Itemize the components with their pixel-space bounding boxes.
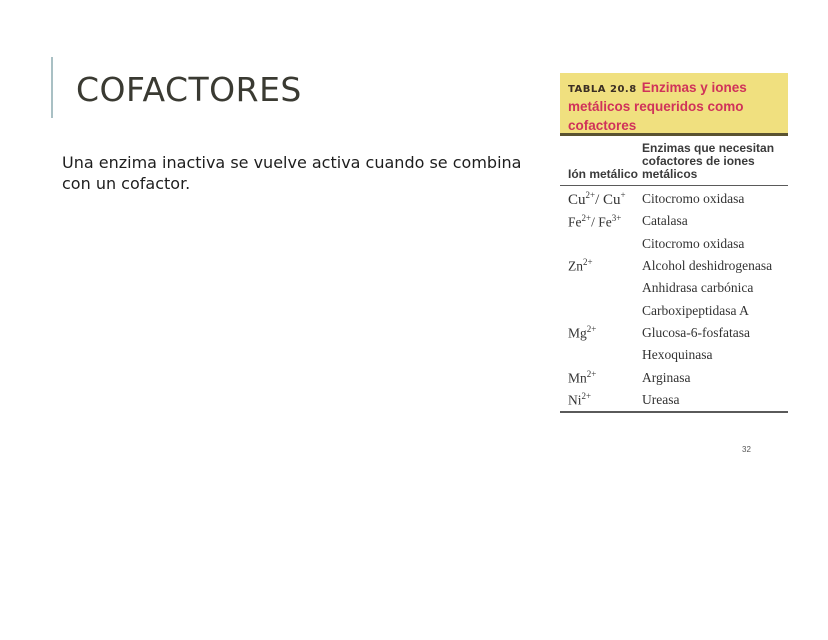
enzyme-cell: Carboxipeptidasa A bbox=[642, 302, 749, 318]
table-label: TABLA 20.8 bbox=[568, 84, 637, 95]
table-row bbox=[560, 255, 788, 277]
table-title: Enzimas y iones metálicos requeridos como cofactores bbox=[568, 80, 747, 133]
table-body bbox=[560, 186, 788, 413]
enzyme-cell: Citocromo oxidasa bbox=[642, 235, 745, 251]
table-row bbox=[560, 188, 788, 210]
enzyme-cell: Alcohol deshidrogenasa bbox=[642, 258, 773, 274]
table-row bbox=[560, 277, 788, 299]
table-row bbox=[560, 389, 788, 411]
enzyme-cell: Ureasa bbox=[642, 391, 680, 407]
table-row bbox=[560, 366, 788, 388]
cofactor-table bbox=[560, 73, 788, 413]
ion-cell: $Mg^{2+}$ bbox=[568, 324, 597, 341]
enzyme-cell: Glucosa-6-fosfatasa bbox=[642, 324, 750, 340]
ion-cell: $Cu^{2+}/$ Cu+ bbox=[568, 189, 626, 208]
slide-body-text: Una enzima inactiva se vuelve activa cuando se combina con un cofactor. bbox=[62, 153, 522, 193]
slide-title: COFACTORES bbox=[76, 70, 302, 109]
ion-cell: $Ni^{2+}$ bbox=[568, 391, 592, 408]
table-row bbox=[560, 299, 788, 321]
column-header-enzymes: Enzimas que necesitan cofactores de iones metálicos bbox=[642, 141, 775, 181]
enzyme-cell: Arginasa bbox=[642, 369, 691, 385]
enzyme-cell: Anhidrasa carbónica bbox=[642, 280, 754, 296]
column-header-ion: Ión metálico bbox=[568, 167, 639, 181]
table-row bbox=[560, 344, 788, 366]
table-row bbox=[560, 322, 788, 344]
enzyme-cell: Citocromo oxidasa bbox=[642, 191, 745, 207]
ion-cell: $Zn^{2+}$ bbox=[568, 257, 593, 274]
table-caption bbox=[560, 73, 788, 136]
table-column-headers bbox=[560, 136, 788, 186]
table-row bbox=[560, 233, 788, 255]
enzyme-cell: Catalasa bbox=[642, 213, 688, 229]
ion-cell: $Fe^{2+}/$ $Fe^{3+}$ bbox=[568, 212, 622, 230]
table-row bbox=[560, 210, 788, 232]
ion-cell: $Mn^{2+}$ bbox=[568, 368, 597, 386]
title-accent-bar bbox=[51, 57, 53, 118]
enzyme-cell: Hexoquinasa bbox=[642, 347, 713, 363]
page-number: 32 bbox=[742, 445, 751, 454]
